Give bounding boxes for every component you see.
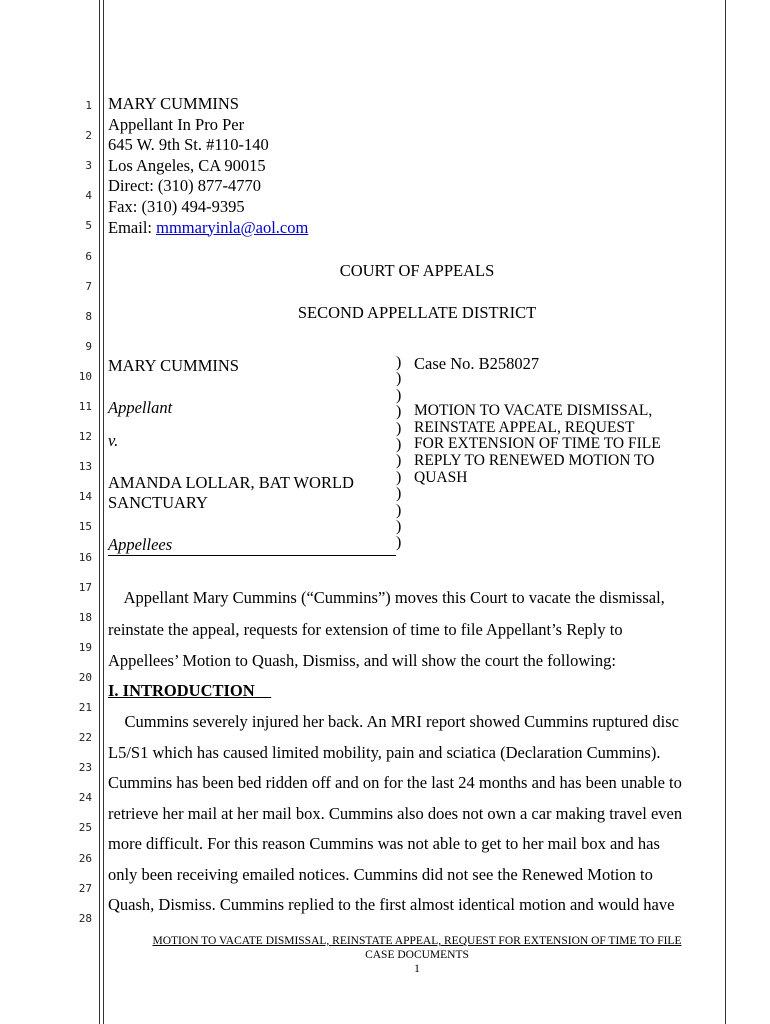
line-number: 3: [85, 159, 92, 173]
line-number: 14: [78, 490, 92, 504]
motion-title-line: REPLY TO RENEWED MOTION TO: [414, 452, 655, 470]
caption-paren: ): [396, 518, 402, 535]
party-appellant-name: MARY CUMMINS: [108, 356, 239, 375]
caption-paren: ): [396, 436, 402, 453]
body-text-line: Cummins has been bed ridden off and on for the last 24 months and has been unable to: [108, 773, 682, 792]
caption-paren: ): [396, 485, 402, 503]
line-number: 11: [78, 400, 92, 413]
caption-paren: ): [396, 419, 402, 437]
body-text-line: only been receiving emailed notices. Cummins did not see the Renewed Motion to: [108, 864, 653, 884]
line-number: 15: [78, 520, 92, 534]
caption-email-line: [108, 218, 308, 239]
caption-paren: ): [396, 403, 402, 421]
left-margin-rule-inner: [103, 0, 104, 1024]
party-appellees-role: Appellees: [108, 535, 396, 556]
court-district: SECOND APPELLATE DISTRICT: [297, 303, 537, 322]
footer-title: MOTION TO VACATE DISMISSAL, REINSTATE APPEAL, REQUEST FOR EXTENSION OF TIME TO FILE: [152, 935, 682, 947]
line-number: 28: [78, 911, 92, 925]
email-link[interactable]: mmmaryinla@aol.com: [156, 217, 309, 237]
case-number: Case No. B258027: [414, 354, 540, 373]
line-number: 18: [78, 610, 92, 624]
line-number: 6: [85, 249, 92, 263]
left-margin-rule: [99, 0, 100, 1024]
body-text-line: L5/S1 which has caused limited mobility, pain and sciatica (Declaration Cummins).: [108, 742, 661, 762]
caption-paren: ): [396, 452, 402, 470]
line-number: 19: [78, 640, 92, 654]
caption-role: Appellant In Pro Per: [108, 114, 245, 134]
body-text-line: Cummins severely injured her back. An MRI report showed Cummins ruptured disc: [108, 712, 679, 731]
caption-paren: ): [396, 354, 402, 371]
motion-title-line: REINSTATE APPEAL, REQUEST: [414, 418, 635, 436]
body-text-line: Appellees’ Motion to Quash, Dismiss, and will show the court the following:: [108, 651, 616, 670]
attorney-caption: [108, 94, 308, 238]
caption-email-label: Email:: [108, 217, 157, 237]
body-text-line: Appellant Mary Cummins (“Cummins”) moves this Court to vacate the dismissal,: [108, 588, 665, 607]
caption-address1: 645 W. 9th St. #110-140: [108, 135, 269, 155]
motion-title-line: FOR EXTENSION OF TIME TO FILE: [414, 435, 661, 453]
line-number: 8: [85, 309, 92, 323]
line-number: 21: [78, 701, 92, 714]
line-number: 2: [85, 129, 92, 143]
line-number: 10: [78, 369, 92, 383]
footer: [108, 934, 726, 976]
section-heading: I. INTRODUCTION: [108, 681, 255, 700]
caption-fax: Fax: (310) 494-9395: [108, 196, 245, 216]
caption-paren: ): [396, 370, 402, 388]
motion-title: [414, 403, 661, 487]
party-appellant-role: Appellant: [108, 398, 173, 417]
line-number: 1: [85, 99, 92, 112]
line-number: 25: [78, 821, 92, 835]
line-number: 23: [78, 761, 92, 775]
line-number: 24: [78, 791, 92, 805]
court-name: COURT OF APPEALS: [339, 261, 495, 280]
line-number: 26: [78, 851, 92, 865]
line-number: 22: [78, 731, 92, 745]
caption-paren: ): [396, 386, 402, 404]
caption-paren: ): [396, 501, 402, 519]
body-text-line: retrieve her mail at her mail box. Cummins also does not own a car making travel even: [108, 803, 683, 823]
line-number: 12: [78, 430, 92, 444]
line-number: 7: [85, 279, 92, 293]
body-text-line: Quash, Dismiss. Cummins replied to the first almost identical motion and would have: [108, 895, 675, 914]
page-number: 1: [414, 963, 420, 975]
party-appellees-line2: SANCTUARY: [108, 493, 208, 512]
caption-name: MARY CUMMINS: [108, 94, 239, 113]
line-number: 17: [78, 580, 92, 594]
body-text-line: more difficult. For this reason Cummins was not able to get to her mail box and has: [108, 834, 660, 853]
caption-paren: ): [396, 468, 402, 486]
line-number: 4: [85, 189, 92, 203]
caption-address2: Los Angeles, CA 90015: [108, 155, 266, 175]
party-versus: v.: [108, 431, 119, 450]
party-appellees-line1: AMANDA LOLLAR, BAT WORLD: [108, 473, 354, 492]
motion-title-line: MOTION TO VACATE DISMISSAL,: [414, 402, 653, 419]
line-number: 16: [78, 550, 92, 564]
caption-direct-phone: Direct: (310) 877-4770: [108, 176, 262, 196]
line-number: 13: [78, 460, 92, 474]
line-number: 5: [85, 219, 92, 233]
line-number: 9: [85, 339, 92, 353]
caption-paren: ): [396, 534, 402, 552]
motion-title-line: QUASH: [414, 468, 468, 486]
body-text-line: reinstate the appeal, requests for extension of time to file Appellant’s Reply to: [108, 619, 623, 639]
line-number: 27: [78, 881, 92, 895]
line-number: 20: [78, 670, 92, 684]
footer-subtitle: CASE DOCUMENTS: [365, 949, 469, 961]
